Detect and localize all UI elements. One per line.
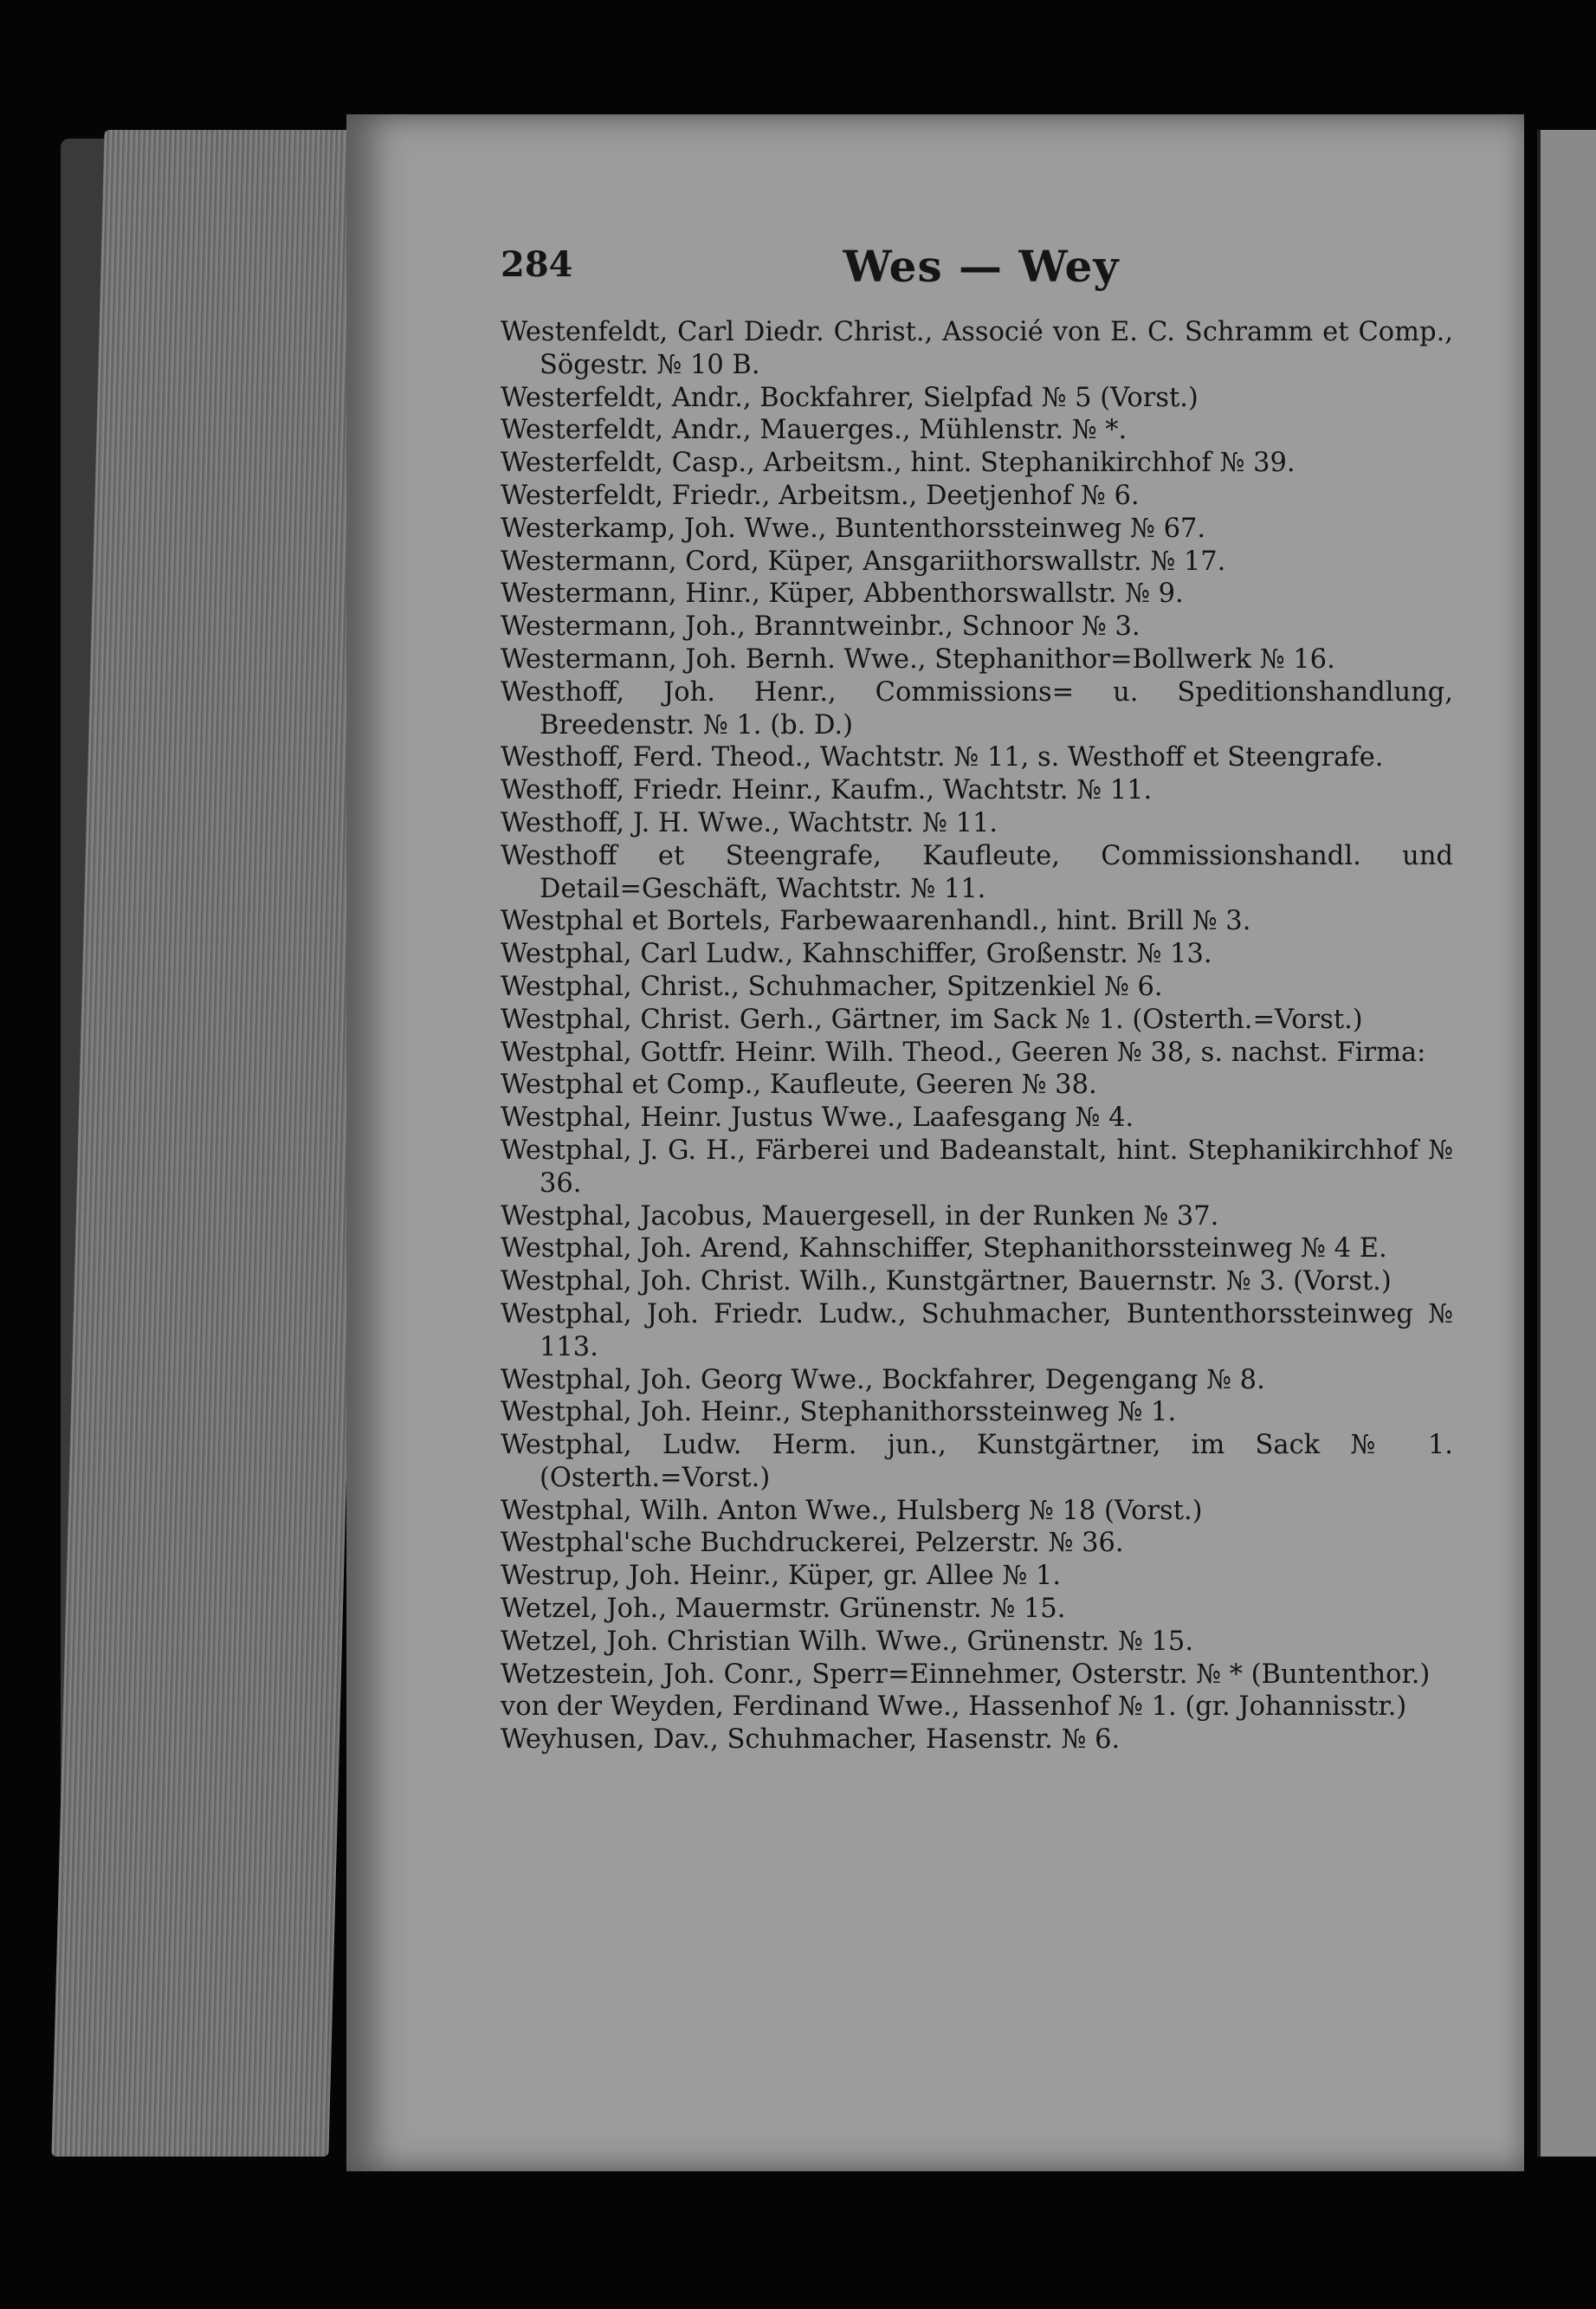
directory-entry: Westphal, Joh. Friedr. Ludw., Schuhmacher, Buntenthorssteinweg № 113. bbox=[501, 1298, 1453, 1362]
facing-page-edge bbox=[1537, 130, 1596, 2157]
directory-entry: Westphal, Carl Ludw., Kahnschiffer, Großenstr. № 13. bbox=[501, 939, 1212, 970]
directory-entry: Westerkamp, Joh. Wwe., Buntenthorssteinweg № 67. bbox=[501, 513, 1206, 544]
directory-entry: Westphal, Joh. Arend, Kahnschiffer, Stephanithorssteinweg № 4 E. bbox=[501, 1233, 1387, 1264]
directory-entry: Westerfeldt, Andr., Mauerges., Mühlenstr. № *. bbox=[501, 415, 1128, 446]
directory-entry: von der Weyden, Ferdinand Wwe., Hassenhof № 1. (gr. Johannisstr.) bbox=[501, 1691, 1407, 1723]
directory-entry: Wetzel, Joh. Christian Wilh. Wwe., Grünenstr. № 15. bbox=[501, 1626, 1194, 1657]
directory-entry: Westhoff, Friedr. Heinr., Kaufm., Wachtstr. № 11. bbox=[501, 775, 1153, 806]
running-head bbox=[501, 241, 1462, 296]
directory-entry: Westphal, Christ. Gerh., Gärtner, im Sack № 1. (Osterth.=Vorst.) bbox=[501, 1004, 1363, 1035]
directory-entry: Westphal, Christ., Schuhmacher, Spitzenkiel № 6. bbox=[501, 971, 1163, 1002]
book-page-edges bbox=[51, 130, 381, 2157]
directory-entry: Westhoff, J. H. Wwe., Wachtstr. № 11. bbox=[501, 807, 998, 838]
directory-entry: Westermann, Cord, Küper, Ansgariithorswallstr. № 17. bbox=[501, 546, 1226, 577]
directory-entry: Westphal, Joh. Christ. Wilh., Kunstgärtner, Bauernstr. № 3. (Vorst.) bbox=[501, 1266, 1392, 1297]
directory-entry: Westermann, Hinr., Küper, Abbenthorswallstr. № 9. bbox=[501, 579, 1184, 610]
directory-entry: Westermann, Joh. Bernh. Wwe., Stephanithor=Bollwerk № 16. bbox=[501, 644, 1335, 675]
directory-entry: Westhoff et Steengrafe, Kaufleute, Commissionshandl. und Detail=Geschäft, Wachtstr. № 11. bbox=[501, 840, 1453, 904]
directory-entry: Westphal, Heinr. Justus Wwe., Laafesgang № 4. bbox=[501, 1103, 1134, 1134]
directory-entry: Westphal'sche Buchdruckerei, Pelzerstr. № 36. bbox=[501, 1528, 1124, 1559]
directory-entry: Westhoff, Ferd. Theod., Wachtstr. № 11, s. Westhoff et Steengrafe. bbox=[501, 742, 1384, 773]
directory-entry: Westenfeldt, Carl Diedr. Christ., Associé von E. C. Schramm et Comp., Sögestr. № 10 B. bbox=[501, 317, 1453, 380]
directory-entry: Wetzestein, Joh. Conr., Sperr=Einnehmer, Osterstr. № * (Buntenthor.) bbox=[501, 1659, 1431, 1690]
directory-entry: Westphal, Wilh. Anton Wwe., Hulsberg № 18 (Vorst.) bbox=[501, 1495, 1203, 1526]
directory-entry: Westrup, Joh. Heinr., Küper, gr. Allee № 1. bbox=[501, 1561, 1062, 1592]
directory-entries bbox=[501, 316, 1453, 1756]
directory-entry: Westermann, Joh., Branntweinbr., Schnoor № 3. bbox=[501, 611, 1140, 643]
directory-entry: Westphal, Ludw. Herm. jun., Kunstgärtner, im Sack № 1. (Osterth.=Vorst.) bbox=[501, 1430, 1453, 1493]
directory-entry: Westphal, Jacobus, Mauergesell, in der Runken № 37. bbox=[501, 1200, 1219, 1232]
directory-entry: Weyhusen, Dav., Schuhmacher, Hasenstr. № 6. bbox=[501, 1724, 1121, 1756]
directory-entry: Westphal et Bortels, Farbewaarenhandl., hint. Brill № 3. bbox=[501, 906, 1251, 937]
running-title: Wes — Wey bbox=[843, 241, 1120, 292]
directory-entry: Westerfeldt, Andr., Bockfahrer, Sielpfad № 5 (Vorst.) bbox=[501, 382, 1199, 413]
directory-entry: Westphal, Joh. Heinr., Stephanithorssteinweg № 1. bbox=[501, 1397, 1177, 1428]
directory-entry: Westphal, J. G. H., Färberei und Badeanstalt, hint. Stephanikirchhof № 36. bbox=[501, 1135, 1453, 1199]
directory-entry: Wetzel, Joh., Mauermstr. Grünenstr. № 15. bbox=[501, 1594, 1066, 1625]
directory-entry: Westerfeldt, Friedr., Arbeitsm., Deetjenhof № 6. bbox=[501, 480, 1140, 511]
directory-entry: Westphal, Gottfr. Heinr. Wilh. Theod., Geeren № 38, s. nachst. Firma: bbox=[501, 1037, 1426, 1068]
page-number: 284 bbox=[501, 244, 573, 285]
directory-entry: Westhoff, Joh. Henr., Commissions= u. Speditionshandlung, Breedenstr. № 1. (b. D.) bbox=[501, 676, 1453, 741]
directory-entry: Westphal et Comp., Kaufleute, Geeren № 38. bbox=[501, 1070, 1097, 1101]
directory-entry: Westphal, Joh. Georg Wwe., Bockfahrer, Degengang № 8. bbox=[501, 1364, 1265, 1395]
directory-entry: Westerfeldt, Casp., Arbeitsm., hint. Stephanikirchhof № 39. bbox=[501, 448, 1296, 479]
